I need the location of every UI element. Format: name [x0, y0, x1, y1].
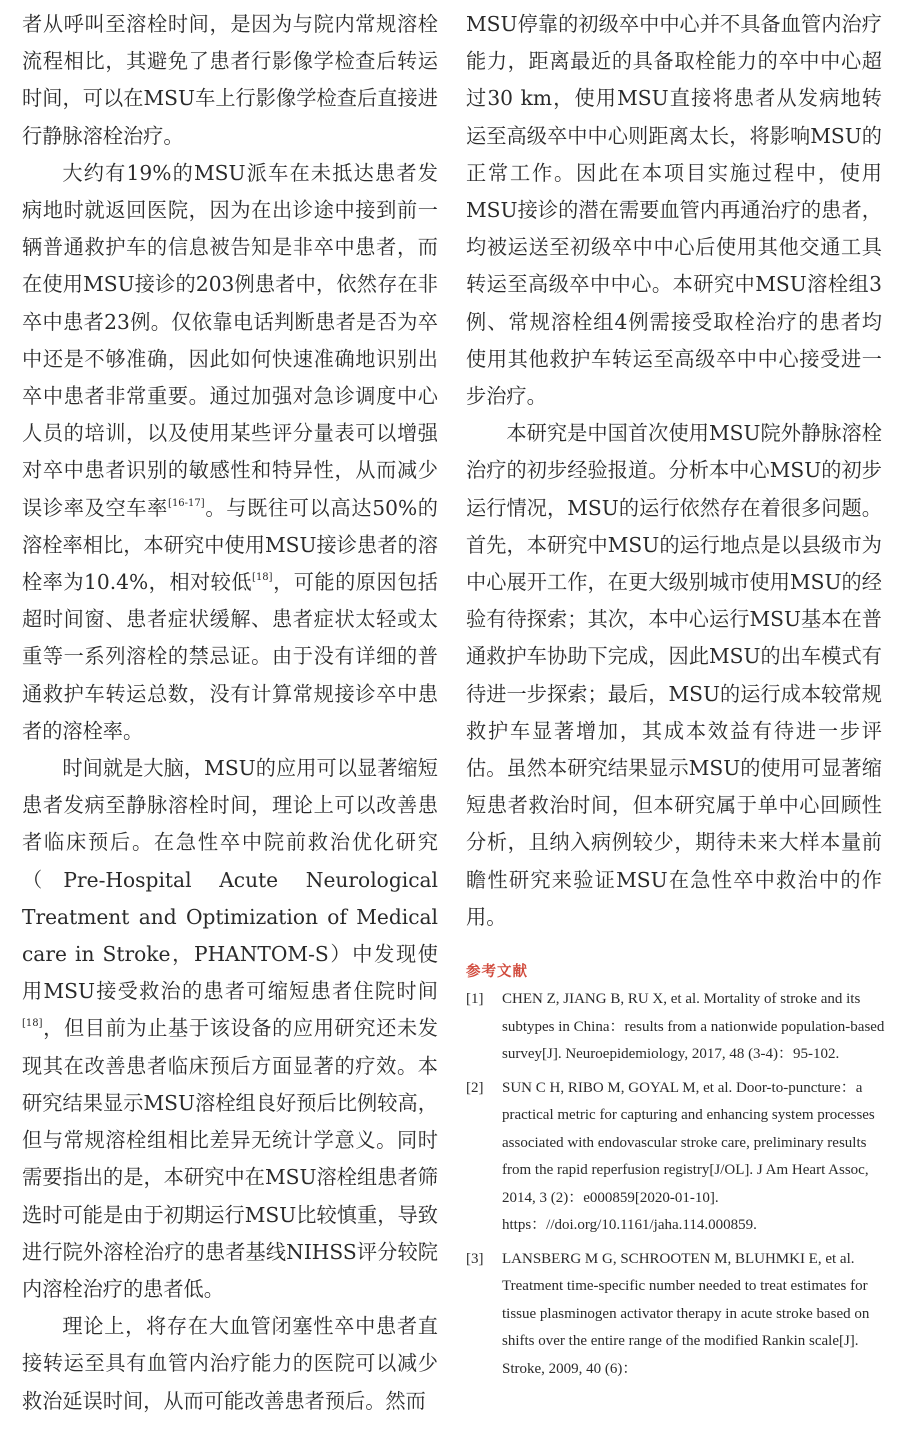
paragraph-conclusion: 本研究是中国首次使用MSU院外静脉溶栓治疗的初步经验报道。分析本中心MSU的初步运行情况，MSU的运行依然存在着很多问题。首先，本研究中MSU的运行地点是以县级市为中心展开工作，在更大级别城市使用MSU的经验有待探索；其次，本中心运行MSU基本在普通救护车协助下完成，因此MSU的出车模式有待进一步探索；最后，MSU的运行成本较常规救护车显著增加，其成本效益有待进一步评估。虽然本研究结果显示MSU的使用可显著缩短患者救治时间，但本研究属于单中心回顾性分析，且纳入病例较少，期待未来大样本量前瞻性研究来验证MSU在急性卒中救治中的作用。 — [466, 421, 882, 929]
paragraph-text: ，可能的原因包括超时间窗、患者症状缓解、患者症状太轻或太重等一系列溶栓的禁忌证。由于没有详细的普通救护车转运总数，没有计算常规接诊卒中患者的溶栓率。 — [22, 570, 438, 743]
paragraph-text: 时间就是大脑，MSU的应用可以显著缩短患者发病至静脉溶栓时间，理论上可以改善患者临床预后。在急性卒中院前救治优化研究（Pre-Hospital Acute Neurological Treatment and Optimization of Medical care in Stroke，PHANTOM-S）中发现使用MSU接受救治的患者可缩短患者住院时间 — [22, 756, 438, 1004]
paragraph-text: 大约有19%的MSU派车在未抵达患者发病地时就返回医院，因为在出诊途中接到前一辆普通救护车的信息被告知是非卒中患者，而在使用MSU接诊的203例患者中，依然存在非卒中患者23例。仅依靠电话判断患者是否为卒中还是不够准确，因此如何快速准确地识别出卒中患者非常重要。通过加强对急诊调度中心人员的培训，以及使用某些评分量表可以增强对卒中患者识别的敏感性和特异性，从而减少误诊率及空车率 — [22, 160, 438, 520]
paragraph-msu-dispatch — [22, 155, 438, 750]
paragraph-theory: 理论上，将存在大血管闭塞性卒中患者直接转运至具有血管内治疗能力的医院可以减少救治延误时间，从而可能改善患者预后。然而 — [22, 1314, 438, 1413]
reference-item — [466, 1246, 886, 1384]
reference-text: LANSBERG M G, SCHROOTEN M, BLUHMKI E, et al. Treatment time-specific number needed to treat estimates for tissue plasminogen activator therapy in acute stroke based on shifts over the entire range of the modified Rankin scale[J]. Stroke, 2009, 40 (6)： — [502, 1250, 870, 1377]
paragraph-text: 。与既往可以高达50%的溶栓率相比，本研究中使用MSU接诊患者的溶栓率为10.4%，相对较低 — [22, 495, 438, 595]
paragraph-text: ，但目前为止基于该设备的应用研究还未发现其在改善患者临床预后方面显著的疗效。本研究结果显示MSU溶栓组良好预后比例较高，但与常规溶栓组相比差异无统计学意义。同时需要指出的是，本研究中在MSU溶栓组患者筛选时可能是由于初期运行MSU比较慎重，导致进行院外溶栓治疗的患者基线NIHSS评分较院内溶栓治疗的患者低。 — [22, 1016, 438, 1301]
references-list — [466, 986, 886, 1389]
reference-item — [466, 1075, 886, 1240]
references-heading: 参考文献 — [466, 964, 528, 980]
reference-text: CHEN Z, JIANG B, RU X, et al. Mortality of stroke and its subtypes in China：results from a nationwide population-based survey[J]. Neuroepidemiology, 2017, 48 (3-4)：95-102. — [502, 991, 885, 1062]
citation[interactable]: [18] — [252, 572, 273, 584]
left-column — [22, 6, 438, 1420]
reference-number: [2] — [466, 1079, 484, 1096]
reference-item — [466, 986, 886, 1069]
right-column — [466, 6, 882, 936]
paragraph-time-is-brain — [22, 750, 438, 1308]
paragraph-continuation: 者从呼叫至溶栓时间，是因为与院内常规溶栓流程相比，其避免了患者行影像学检查后转运时间，可以在MSU车上行影像学检查后直接进行静脉溶栓治疗。 — [22, 12, 438, 148]
citation[interactable]: [16-17] — [168, 497, 205, 509]
reference-number: [1] — [466, 991, 484, 1007]
reference-number: [3] — [466, 1250, 484, 1267]
paragraph-continuation: MSU停靠的初级卒中中心并不具备血管内治疗能力，距离最近的具备取栓能力的卒中中心超过30 km，使用MSU直接将患者从发病地转运至高级卒中中心则距离太长，将影响MSU的正常工作。因此在本项目实施过程中，使用MSU接诊的潜在需要血管内再通治疗的患者，均被运送至初级卒中中心后使用其他交通工具转运至高级卒中中心。本研究中MSU溶栓组3例、常规溶栓组4例需接受取栓治疗的患者均使用其他救护车转运至高级卒中中心接受进一步治疗。 — [466, 12, 882, 409]
reference-text: SUN C H, RIBO M, GOYAL M, et al. Door-to-puncture：a practical metric for capturing and enhancing system processes associated with endovascular stroke care, preliminary results from the rapid reperfusion registry[J/OL]. J Am Heart Assoc, 2014, 3 (2)：e000859[2020-01-10]. https：//doi.org/10.1161/jaha.114.000859. — [502, 1079, 875, 1233]
citation[interactable]: [18] — [22, 1018, 43, 1030]
